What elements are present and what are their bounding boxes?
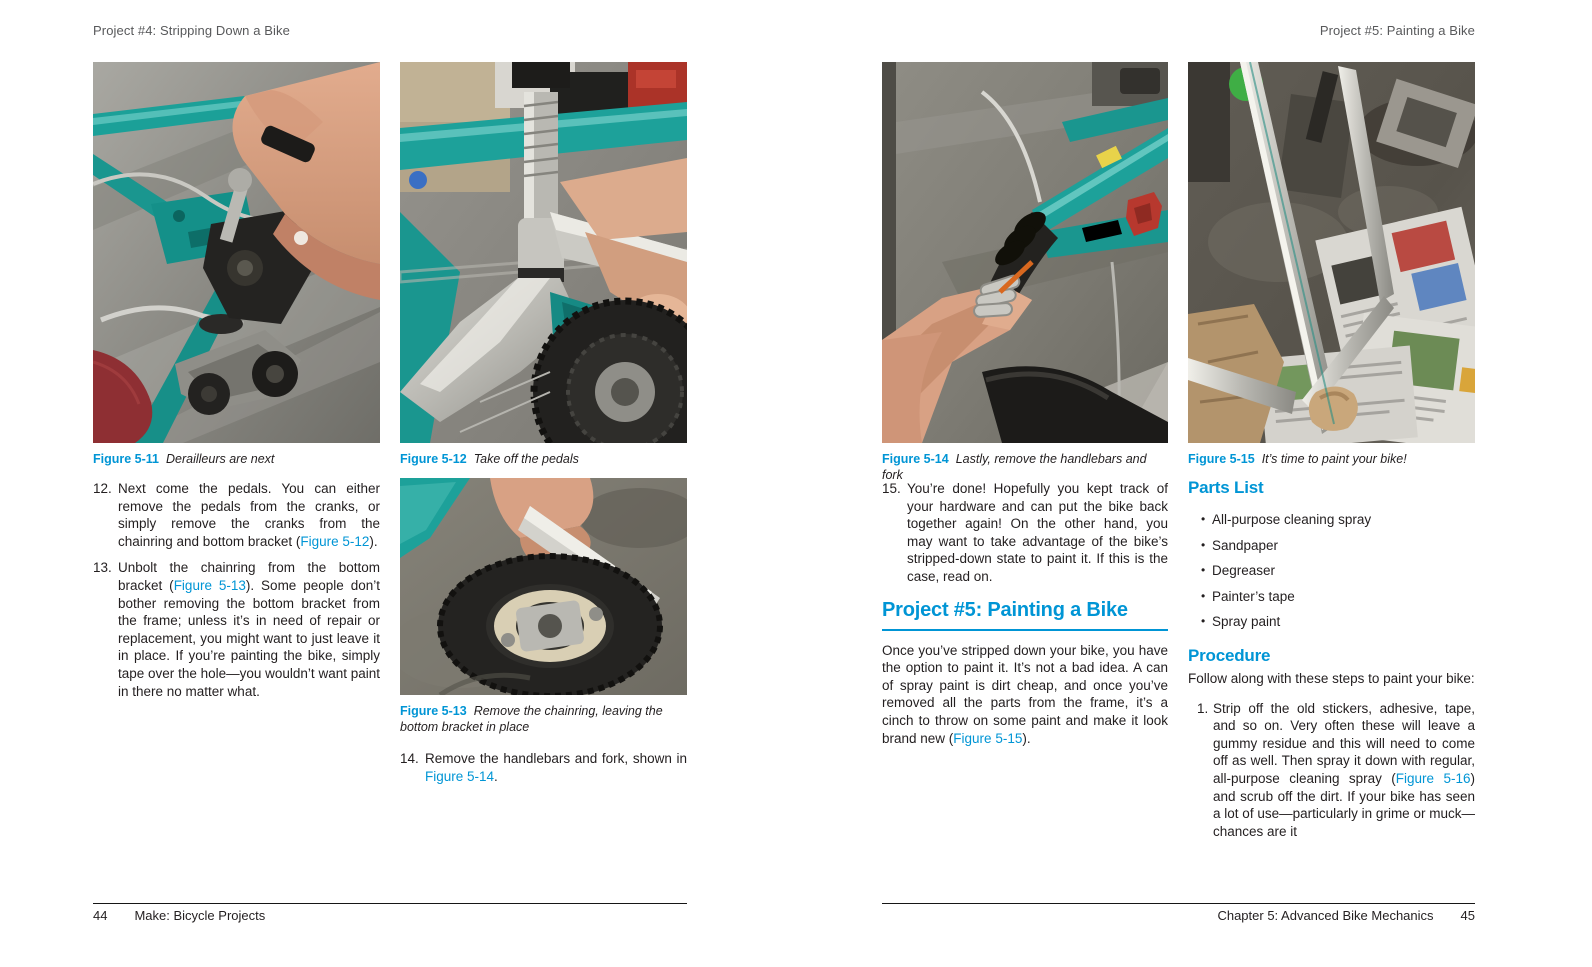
right-footer-rule (882, 903, 1475, 904)
figure-5-12-caption-text: Take off the pedals (473, 452, 579, 466)
chapter-title: Chapter 5: Advanced Bike Mechanics (1217, 908, 1434, 923)
figure-5-13-image (400, 478, 687, 695)
project-5-intro (882, 642, 1168, 748)
text-segment: ). Some people don’t bother removing the bottom bracket from the frame; unless it’s in need of repair or replacement, you might want to just leave it in place. If you’re painting the bike, simply tape over the hole—you wouldn’t want paint in there no matter what. (118, 577, 380, 699)
text-segment: Next come the pedals. You can either remove the pedals from the cranks, or simply remove the cranks from the chainring and bottom bracket ( (118, 481, 380, 549)
step-15-number: 15. (882, 481, 901, 496)
figure-5-12-caption (400, 451, 687, 467)
text-segment: ) and scrub off the dirt. If your bike has seen a lot of use—particularly in grime or muck—chances are it (1213, 770, 1475, 839)
figure-5-14-caption-text: Lastly, remove the handlebars and fork (882, 452, 1147, 482)
step-12-number: 12. (93, 481, 112, 496)
text-segment: ). (1022, 730, 1031, 746)
figure-5-11-caption (93, 451, 380, 467)
figure-5-13-caption-text: Remove the chainring, leaving the bottom bracket in place (400, 704, 663, 734)
figure-5-12-label: Figure 5-12 (400, 452, 467, 466)
step-12-text (118, 480, 380, 550)
figure-5-12-image (400, 62, 687, 443)
step-13-text (118, 559, 380, 700)
step-13-number: 13. (93, 560, 112, 576)
figure-5-14-image (882, 62, 1168, 443)
parts-list-item: • Painter’s tape (1188, 588, 1475, 606)
figure-5-13-caption (400, 703, 687, 735)
text-segment: ). (369, 533, 378, 549)
procedure-heading: Procedure (1188, 645, 1271, 665)
right-page-column-1 (882, 480, 1168, 747)
figure-reference-link[interactable]: Figure 5-15 (953, 730, 1023, 746)
text-segment: Unbolt the chainring from the bottom bracket ( (118, 560, 380, 593)
figure-5-15-image (1188, 62, 1475, 443)
left-page-number: 44 (93, 908, 108, 923)
figure-reference-link[interactable]: Figure 5-13 (173, 577, 246, 593)
text-segment: You’re done! Hopefully you kept track of your hardware and can put the bike back together again! On the other hand, you may want to take advantage of the bike’s stripped-down state to paint it. If this is the case, read on. (907, 481, 1168, 584)
parts-list-item: • Sandpaper (1188, 537, 1475, 555)
right-page-number: 45 (1460, 908, 1475, 923)
figure-5-11-image (93, 62, 380, 443)
parts-list-heading: Parts List (1188, 478, 1264, 497)
step-12 (93, 480, 380, 550)
text-segment: Strip off the old stickers, adhesive, tape, and so on. Very often these will leave a gummy residue and this will need to come off as well. Then spray it down with regular, all-purpose cleaning spray ( (1213, 700, 1475, 786)
figure-5-14-caption (882, 451, 1169, 483)
left-footer (93, 908, 265, 923)
left-page-column-1 (93, 480, 380, 709)
figure-5-14-label: Figure 5-14 (882, 452, 949, 466)
step-14 (400, 750, 687, 785)
step-14-number: 14. (400, 751, 419, 766)
running-head-right: Project #5: Painting a Bike (1319, 23, 1475, 38)
left-page-column-2 (400, 750, 687, 794)
left-footer-rule (93, 903, 687, 904)
figure-reference-link[interactable]: Figure 5-12 (300, 533, 370, 549)
step-14-text (425, 750, 687, 785)
right-page-column-2 (1188, 478, 1475, 840)
parts-list-item: • All-purpose cleaning spray (1188, 511, 1475, 529)
figure-5-11-caption-text: Derailleurs are next (166, 452, 275, 466)
figure-reference-link[interactable]: Figure 5-14 (425, 768, 495, 784)
figure-5-11-label: Figure 5-11 (93, 452, 159, 466)
step-15 (882, 480, 1168, 586)
procedure-lead: Follow along with these steps to paint your bike: (1188, 670, 1475, 686)
step-15-text (907, 480, 1168, 586)
procedure-step-1-number: 1. (1197, 700, 1209, 716)
procedure-step-1 (1188, 700, 1475, 841)
parts-list-item: • Spray paint (1188, 613, 1475, 631)
figure-5-13-label: Figure 5-13 (400, 704, 467, 718)
section-heading-project-5: Project #5: Painting a Bike (882, 599, 1168, 631)
procedure-step-1-text (1213, 700, 1475, 841)
figure-5-15-caption-text: It’s time to paint your bike! (1261, 452, 1407, 466)
parts-list (1188, 511, 1475, 631)
step-13 (93, 559, 380, 700)
book-title: Make: Bicycle Projects (134, 908, 266, 923)
text-segment: Remove the handlebars and fork, shown in (425, 751, 687, 766)
text-segment: . (494, 768, 498, 784)
running-head-left: Project #4: Stripping Down a Bike (93, 23, 290, 38)
figure-5-15-label: Figure 5-15 (1188, 452, 1255, 466)
right-footer (1217, 908, 1475, 923)
text-segment: Once you’ve stripped down your bike, you have the option to paint it. It’s not a bad idea. A can of spray paint is dirt cheap, and once you’ve removed all the parts from the frame, it’s a cinch to throw on some paint and make it look brand new ( (882, 642, 1168, 746)
parts-list-item: • Degreaser (1188, 562, 1475, 580)
figure-reference-link[interactable]: Figure 5-16 (1395, 770, 1471, 786)
figure-5-15-caption (1188, 451, 1475, 467)
